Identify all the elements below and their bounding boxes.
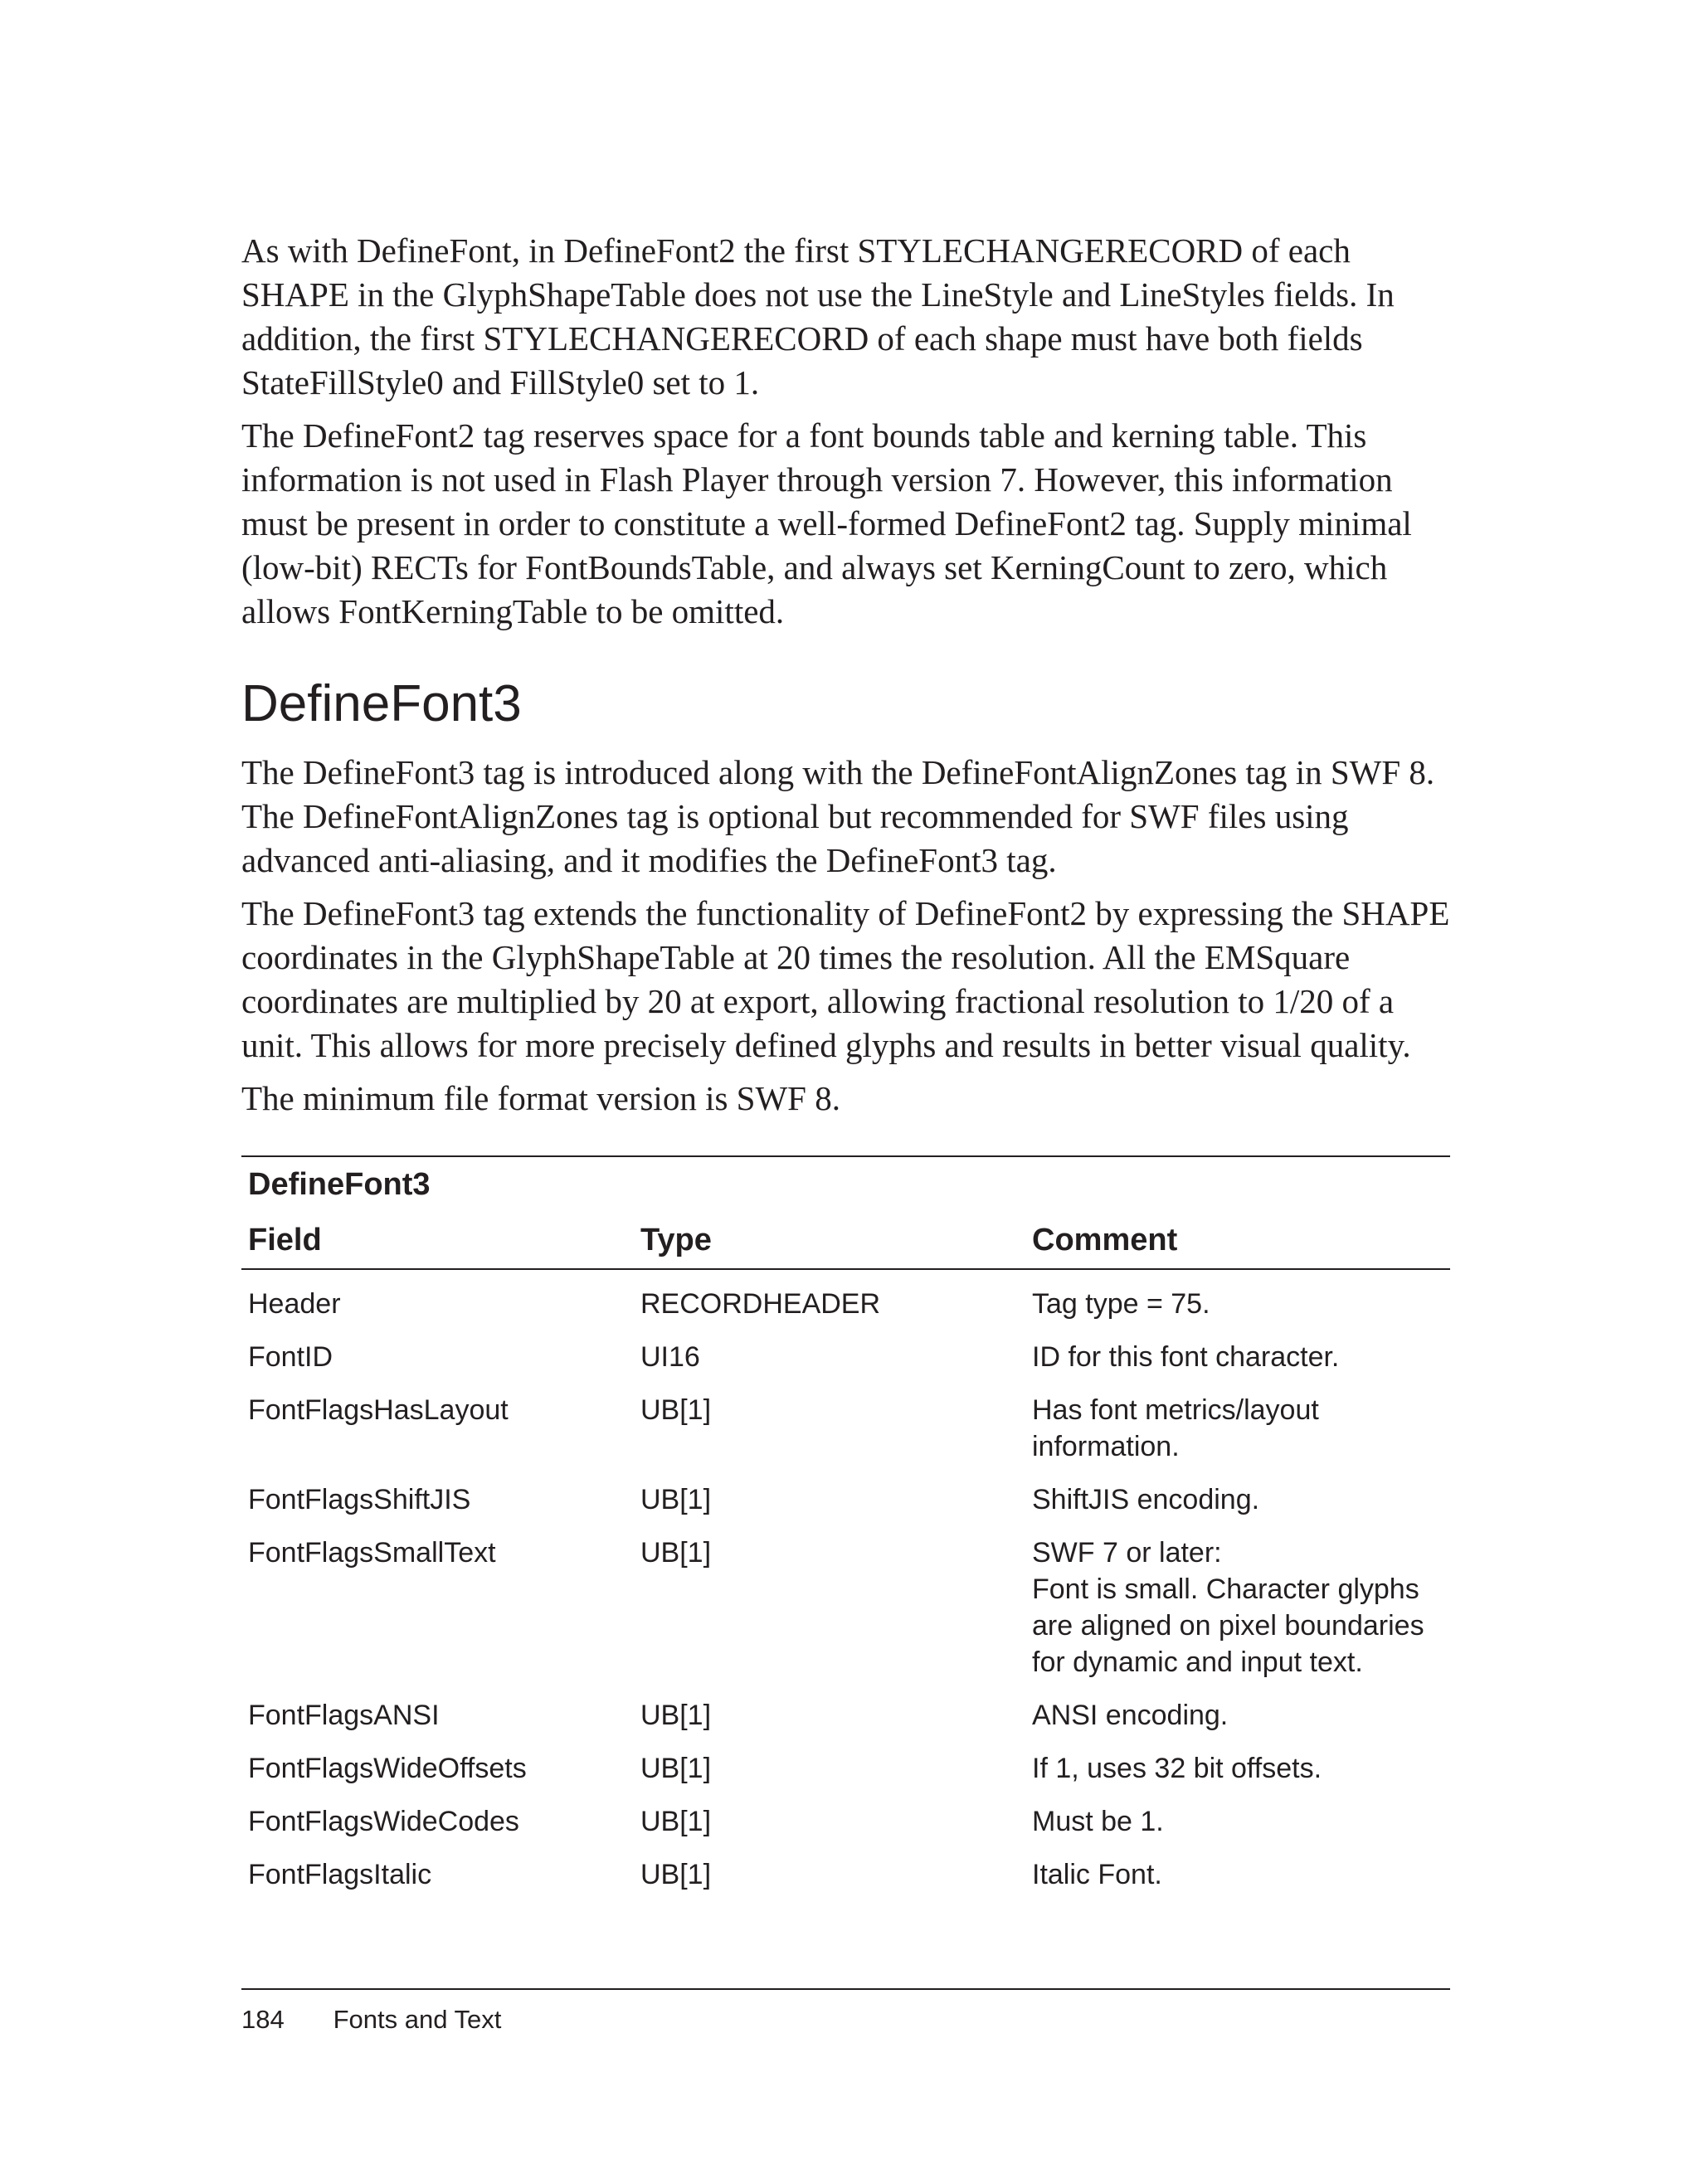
- field-cell: FontFlagsWideOffsets: [248, 1753, 527, 1784]
- comment-cell: Tag type = 75.: [1032, 1288, 1210, 1320]
- table-row: [241, 1794, 1450, 1847]
- type-cell: UB[1]: [640, 1700, 712, 1731]
- table-row: [241, 1330, 1450, 1383]
- section-heading: DefineFont3: [241, 675, 522, 732]
- type-cell: UB[1]: [640, 1537, 712, 1569]
- comment-cell: SWF 7 or later: Font is small. Character glyphs are aligned on pixel boundaries for dynamic and input text.: [1032, 1537, 1424, 1678]
- spec-table: [241, 1155, 1450, 1900]
- comment-cell: ShiftJIS encoding.: [1032, 1484, 1260, 1515]
- page-number: 184: [241, 2005, 285, 2034]
- comment-cell: Italic Font.: [1032, 1859, 1162, 1890]
- field-cell: FontFlagsShiftJIS: [248, 1484, 471, 1515]
- table-caption: DefineFont3: [248, 1167, 431, 1202]
- type-cell: UB[1]: [640, 1806, 712, 1837]
- type-cell: UI16: [640, 1341, 700, 1373]
- column-header-type: Type: [640, 1222, 712, 1257]
- table-row: [241, 1741, 1450, 1794]
- intro-paragraph-2: The DefineFont2 tag reserves space for a font bounds table and kerning table. This information is not used in Flash Player through version 7. However, this information must be present in order to constitute a well-formed DefineFont2 tag. Supply minimal (low-bit) RECTs for FontBoundsTable, and always set KerningCount to zero, which allows FontKerningTable to be omitted.: [241, 416, 1412, 630]
- table-row: [241, 1688, 1450, 1741]
- table-header-row: [241, 1212, 1450, 1270]
- comment-cell: Must be 1.: [1032, 1806, 1164, 1837]
- column-header-field: Field: [248, 1222, 322, 1257]
- field-cell: FontID: [248, 1341, 333, 1373]
- page-footer: [241, 1988, 1450, 2035]
- type-cell: RECORDHEADER: [640, 1288, 881, 1320]
- section-paragraph-3: The minimum file format version is SWF 8.: [241, 1079, 840, 1117]
- column-header-comment: Comment: [1032, 1222, 1178, 1257]
- table-row: [241, 1472, 1450, 1525]
- intro-paragraph-1: As with DefineFont, in DefineFont2 the first STYLECHANGERECORD of each SHAPE in the GlyphShapeTable does not use the LineStyle and LineStyles fields. In addition, the first STYLECHANGERECORD of each shape must have both fields StateFillStyle0 and FillStyle0 set to 1.: [241, 231, 1395, 401]
- type-cell: UB[1]: [640, 1753, 712, 1784]
- type-cell: UB[1]: [640, 1394, 712, 1426]
- field-cell: FontFlagsWideCodes: [248, 1806, 519, 1837]
- comment-cell: Has font metrics/layout information.: [1032, 1394, 1319, 1462]
- page-content: [241, 229, 1450, 1900]
- type-cell: UB[1]: [640, 1484, 712, 1515]
- field-cell: FontFlagsItalic: [248, 1859, 432, 1890]
- field-cell: FontFlagsHasLayout: [248, 1394, 509, 1426]
- field-cell: FontFlagsSmallText: [248, 1537, 496, 1569]
- comment-cell: If 1, uses 32 bit offsets.: [1032, 1753, 1322, 1784]
- table-row: [241, 1277, 1450, 1330]
- table-row: [241, 1383, 1450, 1472]
- chapter-title: Fonts and Text: [333, 2005, 502, 2034]
- table-body: [241, 1270, 1450, 1900]
- field-cell: FontFlagsANSI: [248, 1700, 440, 1731]
- section-paragraph-2: The DefineFont3 tag extends the functionality of DefineFont2 by expressing the SHAPE coordinates in the GlyphShapeTable at 20 times the resolution. All the EMSquare coordinates are multiplied by 20 at export, allowing fractional resolution to 1/20 of a unit. This allows for more precisely defined glyphs and results in better visual quality.: [241, 894, 1450, 1064]
- comment-cell: ID for this font character.: [1032, 1341, 1340, 1373]
- type-cell: UB[1]: [640, 1859, 712, 1890]
- comment-cell: ANSI encoding.: [1032, 1700, 1229, 1731]
- field-cell: Header: [248, 1288, 341, 1320]
- table-row: [241, 1525, 1450, 1688]
- table-row: [241, 1847, 1450, 1900]
- section-paragraph-1: The DefineFont3 tag is introduced along with the DefineFontAlignZones tag in SWF 8. The DefineFontAlignZones tag is optional but recommended for SWF files using advanced anti-aliasing, and it modifies the DefineFont3 tag.: [241, 753, 1435, 879]
